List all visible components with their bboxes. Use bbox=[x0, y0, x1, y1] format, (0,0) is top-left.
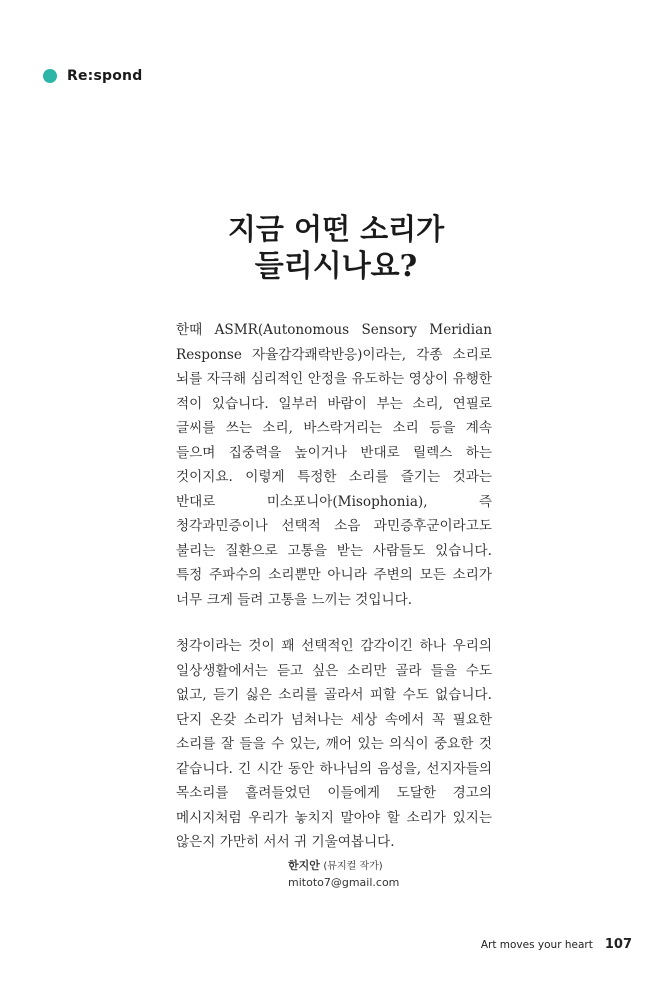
page-footer bbox=[481, 937, 632, 952]
author-credit bbox=[288, 858, 399, 891]
title-line-2: 들리시나요? bbox=[254, 249, 418, 284]
page-number: 107 bbox=[604, 937, 632, 952]
title-line-1: 지금 어떤 소리가 bbox=[227, 212, 445, 246]
teal-dot-icon bbox=[43, 69, 57, 83]
author-role: (뮤지컬 작가) bbox=[323, 861, 383, 872]
article-title bbox=[0, 210, 672, 286]
section-tag bbox=[43, 68, 142, 84]
body-paragraph-1: 한때 ASMR(Autonomous Sensory Meridian Response 자율감각쾌락반응)이라는, 각종 소리로 뇌를 자극해 심리적인 안정을 유도하는 영상이 유행한 적이 있습니다. 일부러 바람이 부는 소리, 연필로 글씨를 쓰는 소리, 바스락거리는 소리 등을 계속 들으며 집중력을 높이거나 반대로 릴렉스 하는 것이지요. 이렇게 특정한 소리를 즐기는 것과는 반대로 미소포니아(Misophonia), 즉 청각과민증이나 선택적 소음 과민증후군이라고도 불리는 질환으로 고통을 받는 사람들도 있습니다. 특정 주파수의 소리뿐만 아니라 주변의 모든 소리가 너무 크게 들려 고통을 느끼는 것입니다. bbox=[176, 322, 492, 608]
body-paragraph-2: 청각이라는 것이 꽤 선택적인 감각이긴 하나 우리의 일상생활에서는 듣고 싶은 소리만 골라 들을 수도 없고, 듣기 싫은 소리를 골라서 피할 수도 없습니다. 단지 온갖 소리가 넘쳐나는 세상 속에서 꼭 필요한 소리를 잘 들을 수 있는, 깨어 있는 의식이 중요한 것 같습니다. 긴 시간 동안 하나님의 음성을, 선지자들의 목소리를 흘려들었던 이들에게 도달한 경고의 메시지처럼 우리가 놓치지 말아야 할 소리가 있지는 않은지 가만히 서서 귀 기울여봅니다. bbox=[176, 638, 492, 850]
author-email: mitoto7@gmail.com bbox=[288, 876, 400, 889]
article-body bbox=[176, 318, 492, 855]
section-label: Re:spond bbox=[67, 68, 143, 84]
footer-tagline: Art moves your heart bbox=[480, 939, 593, 951]
author-name: 한지안 bbox=[288, 859, 320, 872]
